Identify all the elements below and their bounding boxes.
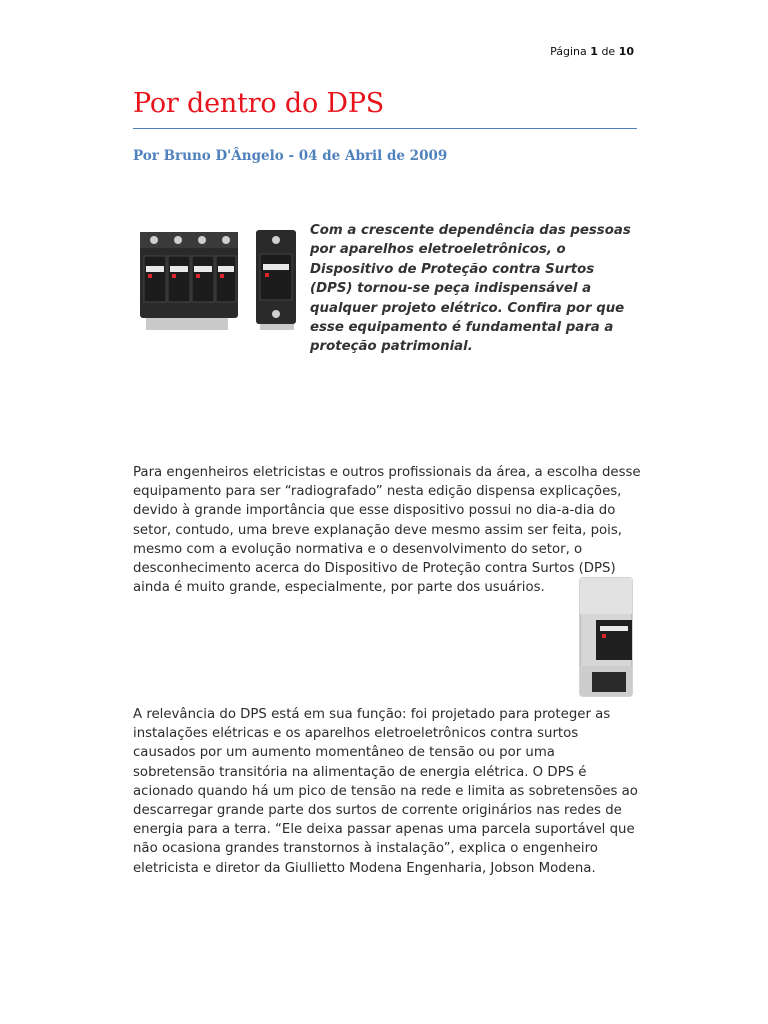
article-paragraph-2: A relevância do DPS está em sua função: foi projetado para proteger as instalações elétricas e os aparelhos eletroeletrônicos contra surtos causados por um aumento momentâneo de tensão ou por uma sobretensão transitória na alimentação de energia elétrica. O DPS é acionado quando há um pico de tensão na rede e limita as sobretensões ao descarregar grande parte dos surtos de corrente originários nas redes de energia para a terra. “Ele deixa passar apenas uma parcela suportável que não ocasiona grandes transtornos à instalação”, explica o engenheiro eletricista e diretor da Giullietto Modena Engenharia, Jobson Modena. <box>133 707 638 876</box>
page-current: 1 <box>590 45 598 58</box>
dps-product-photo <box>138 226 306 336</box>
page-prefix: Página <box>550 45 587 58</box>
article-paragraph-1: Para engenheiros eletricistas e outros profissionais da área, a escolha desse equipamento para ser “radiografado” nesta edição dispensa explicações, devido à grande importância que esse dispositivo possui no dia-a-dia do setor, contudo, uma breve explanação deve mesmo assim ser feita, pois, mesmo com a evolução normativa e o desenvolvimento do setor, o desconhecimento acerca do Dispositivo de Proteção contra Surtos (DPS) ainda é muito grande, especialmente, por parte dos usuários. <box>133 465 641 596</box>
article-title: Por dentro do DPS <box>133 88 385 119</box>
title-divider <box>133 128 637 129</box>
article-byline: Por Bruno D'Ângelo - 04 de Abril de 2009 <box>133 148 448 164</box>
page-number <box>550 45 634 58</box>
page-total: 10 <box>618 45 634 58</box>
dps-single-module-photo <box>578 576 634 698</box>
page-of: de <box>601 45 616 58</box>
article-lead: Com a crescente dependência das pessoas por aparelhos eletroeletrônicos, o Dispositivo de Proteção contra Surtos (DPS) tornou-se peça indispensável a qualquer projeto elétrico. Confira por que esse equipamento é fundamental para a proteção patrimonial. <box>310 223 631 355</box>
